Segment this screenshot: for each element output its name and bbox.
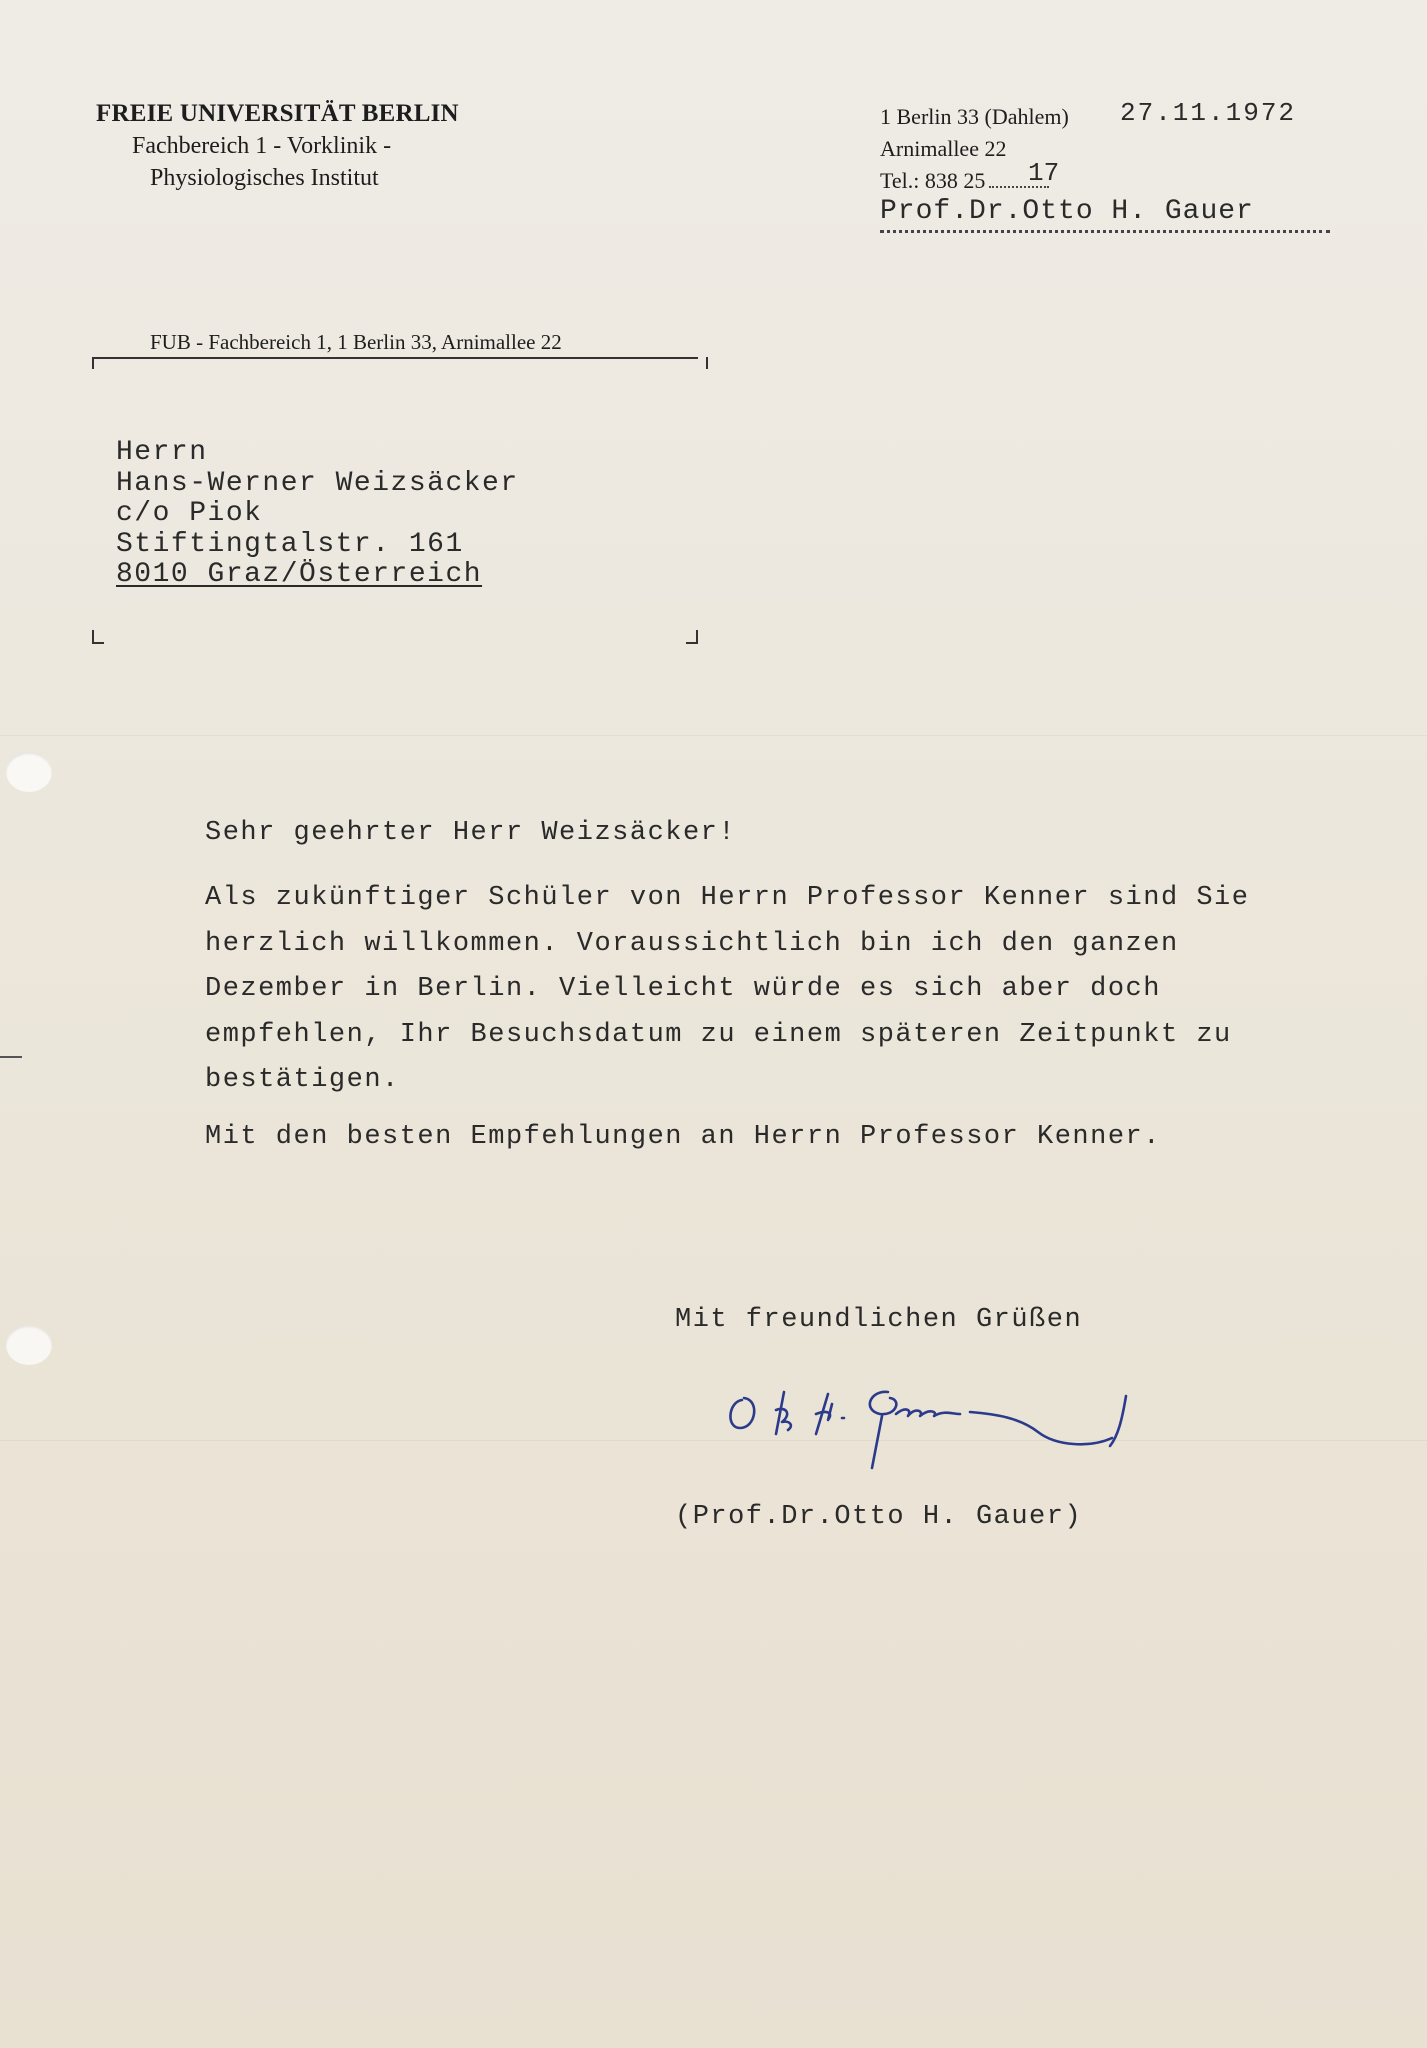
sender-name: Prof.Dr.Otto H. Gauer [880,196,1254,227]
address-window-corner-top-left [92,357,104,369]
letter-date: 27.11.1972 [1120,98,1297,128]
return-address: FUB - Fachbereich 1, 1 Berlin 33, Arnimallee 22 [150,330,562,354]
fold-line-upper [0,735,1427,736]
address-window-top-line [92,357,698,359]
paragraph-line: Als zukünftiger Schüler von Herrn Professor Kenner sind Sie [205,883,1250,913]
letter-paragraph [205,876,1285,1104]
handwritten-signature [720,1370,1140,1480]
recipient-line-4: Stiftingtalstr. 161 [116,528,464,560]
fold-mark-tick [0,1056,22,1058]
institute-name: Physiologisches Institut [150,165,379,191]
punch-hole-upper [6,752,52,792]
address-window-corner-bottom-left [92,630,104,644]
organization-name: FREIE UNIVERSITÄT BERLIN [96,100,459,127]
department-name: Fachbereich 1 - Vorklinik - [132,133,392,159]
signatory-name: (Prof.Dr.Otto H. Gauer) [675,1502,1083,1532]
recipient-line-1: Herrn [116,437,208,468]
paragraph-line: herzlich willkommen. Voraussichtlich bin ich den ganzen [205,928,1179,959]
sender-address-line2: Arnimallee 22 [880,136,1007,161]
telephone-extension: 17 [1028,158,1060,188]
salutation: Sehr geehrter Herr Weizsäcker! [205,818,737,848]
greeting: Mit freundlichen Grüßen [675,1305,1083,1335]
sender-address-line1: 1 Berlin 33 (Dahlem) [880,104,1069,129]
fold-line-lower [0,1440,1427,1441]
paragraph-line: empfehlen, Ihr Besuchsdatum zu einem späteren Zeitpunkt zu [205,1019,1232,1050]
address-window-corner-bottom-right [686,630,698,644]
telephone-prefix: Tel.: 838 25 [880,168,986,193]
paragraph-line: Dezember in Berlin. Vielleicht würde es sich aber doch [205,974,1161,1004]
closing-line: Mit den besten Empfehlungen an Herrn Professor Kenner. [205,1122,1161,1152]
address-window-corner-top-right [696,357,708,369]
recipient-line-5: 8010 Graz/Österreich [116,559,483,590]
punch-hole-lower [6,1325,52,1365]
recipient-line-2: Hans-Werner Weizsäcker [116,467,519,499]
paragraph-line: bestätigen. [205,1065,400,1095]
sender-dotted-rule [880,230,1330,233]
recipient-address [116,438,519,591]
recipient-line-3: c/o Piok [116,498,263,529]
telephone-line [880,168,1049,194]
